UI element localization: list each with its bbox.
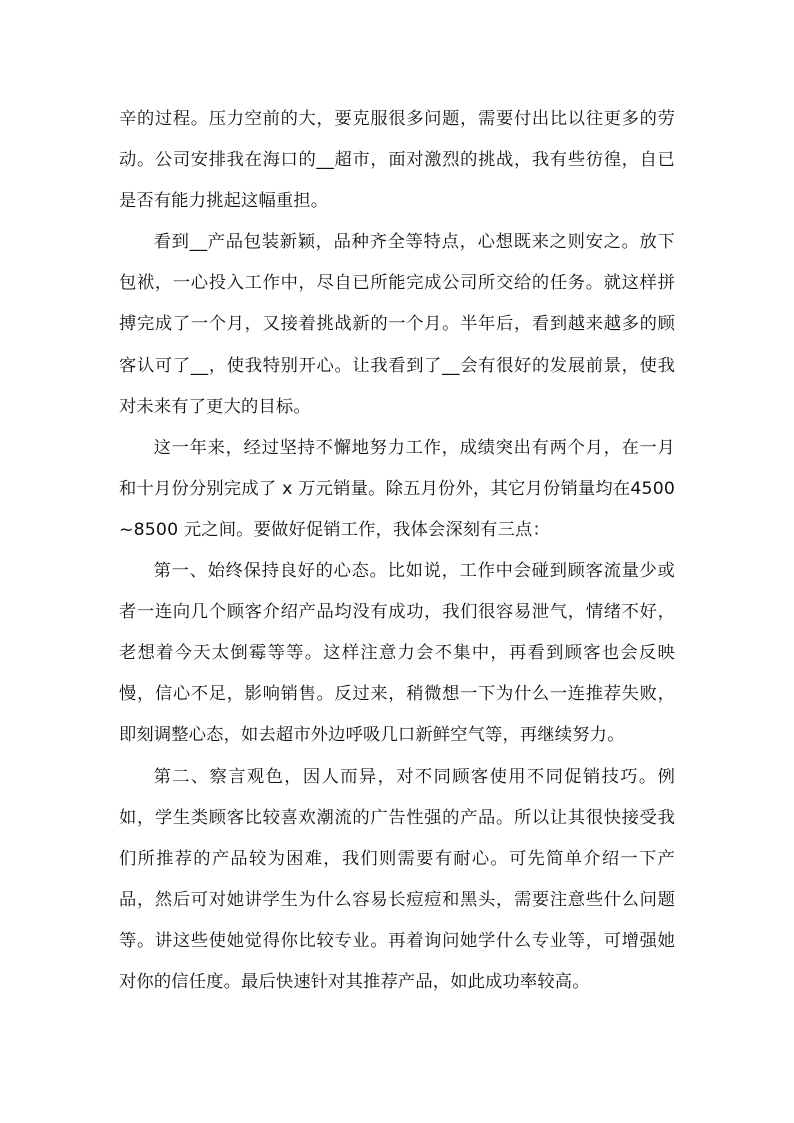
paragraph-continuation: 辛的过程。压力空前的大，要克服很多问题，需要付出比以往更多的劳动。公司安排我在海口的__超市，面对激烈的挑战，我有些彷徨，自已是否有能力挑起这幅重担。 (119, 109, 675, 212)
paragraph-point-two: 第二、察言观色，因人而异，对不同顾客使用不同促销技巧。例如，学生类顾客比较喜欢潮流的广告性强的产品。所以让其很快接受我们所推荐的产品较为困难，我们则需要有耐心。可先简单介绍一下产品，然后可对她讲学生为什么容易长痘痘和黑头，需要注意些什么问题等。讲这些使她觉得你比较专业。再着询问她学什么专业等，可增强她对你的信任度。最后快速针对其推荐产品，如此成功率较高。 (119, 766, 675, 992)
document-body (119, 99, 675, 1003)
paragraph-product-attitude: 看到__产品包装新颖，品种齐全等特点，心想既来之则安之。放下包袱，一心投入工作中，尽自已所能完成公司所交给的任务。就这样拼搏完成了一个月，又接着挑战新的一个月。半年后，看到越来越多的顾客认可了__，使我特别开心。让我看到了__会有很好的发展前景，使我对未来有了更大的目标。 (119, 232, 675, 417)
paragraph-yearly-results: 这一年来，经过坚持不懈地努力工作，成绩突出有两个月，在一月和十月份分别完成了 x 万元销量。除五月份外，其它月份销量均在4500~8500 元之间。要做好促销工作，我体会深刻有三点： (119, 437, 675, 540)
paragraph-point-one: 第一、始终保持良好的心态。比如说，工作中会碰到顾客流量少或者一连向几个顾客介绍产品均没有成功，我们很容易泄气，情绪不好，老想着今天太倒霉等等。这样注意力会不集中，再看到顾客也会反映慢，信心不足，影响销售。反过来，稍微想一下为什么一连推荐失败，即刻调整心态，如去超市外边呼吸几口新鲜空气等，再继续努力。 (119, 561, 675, 746)
